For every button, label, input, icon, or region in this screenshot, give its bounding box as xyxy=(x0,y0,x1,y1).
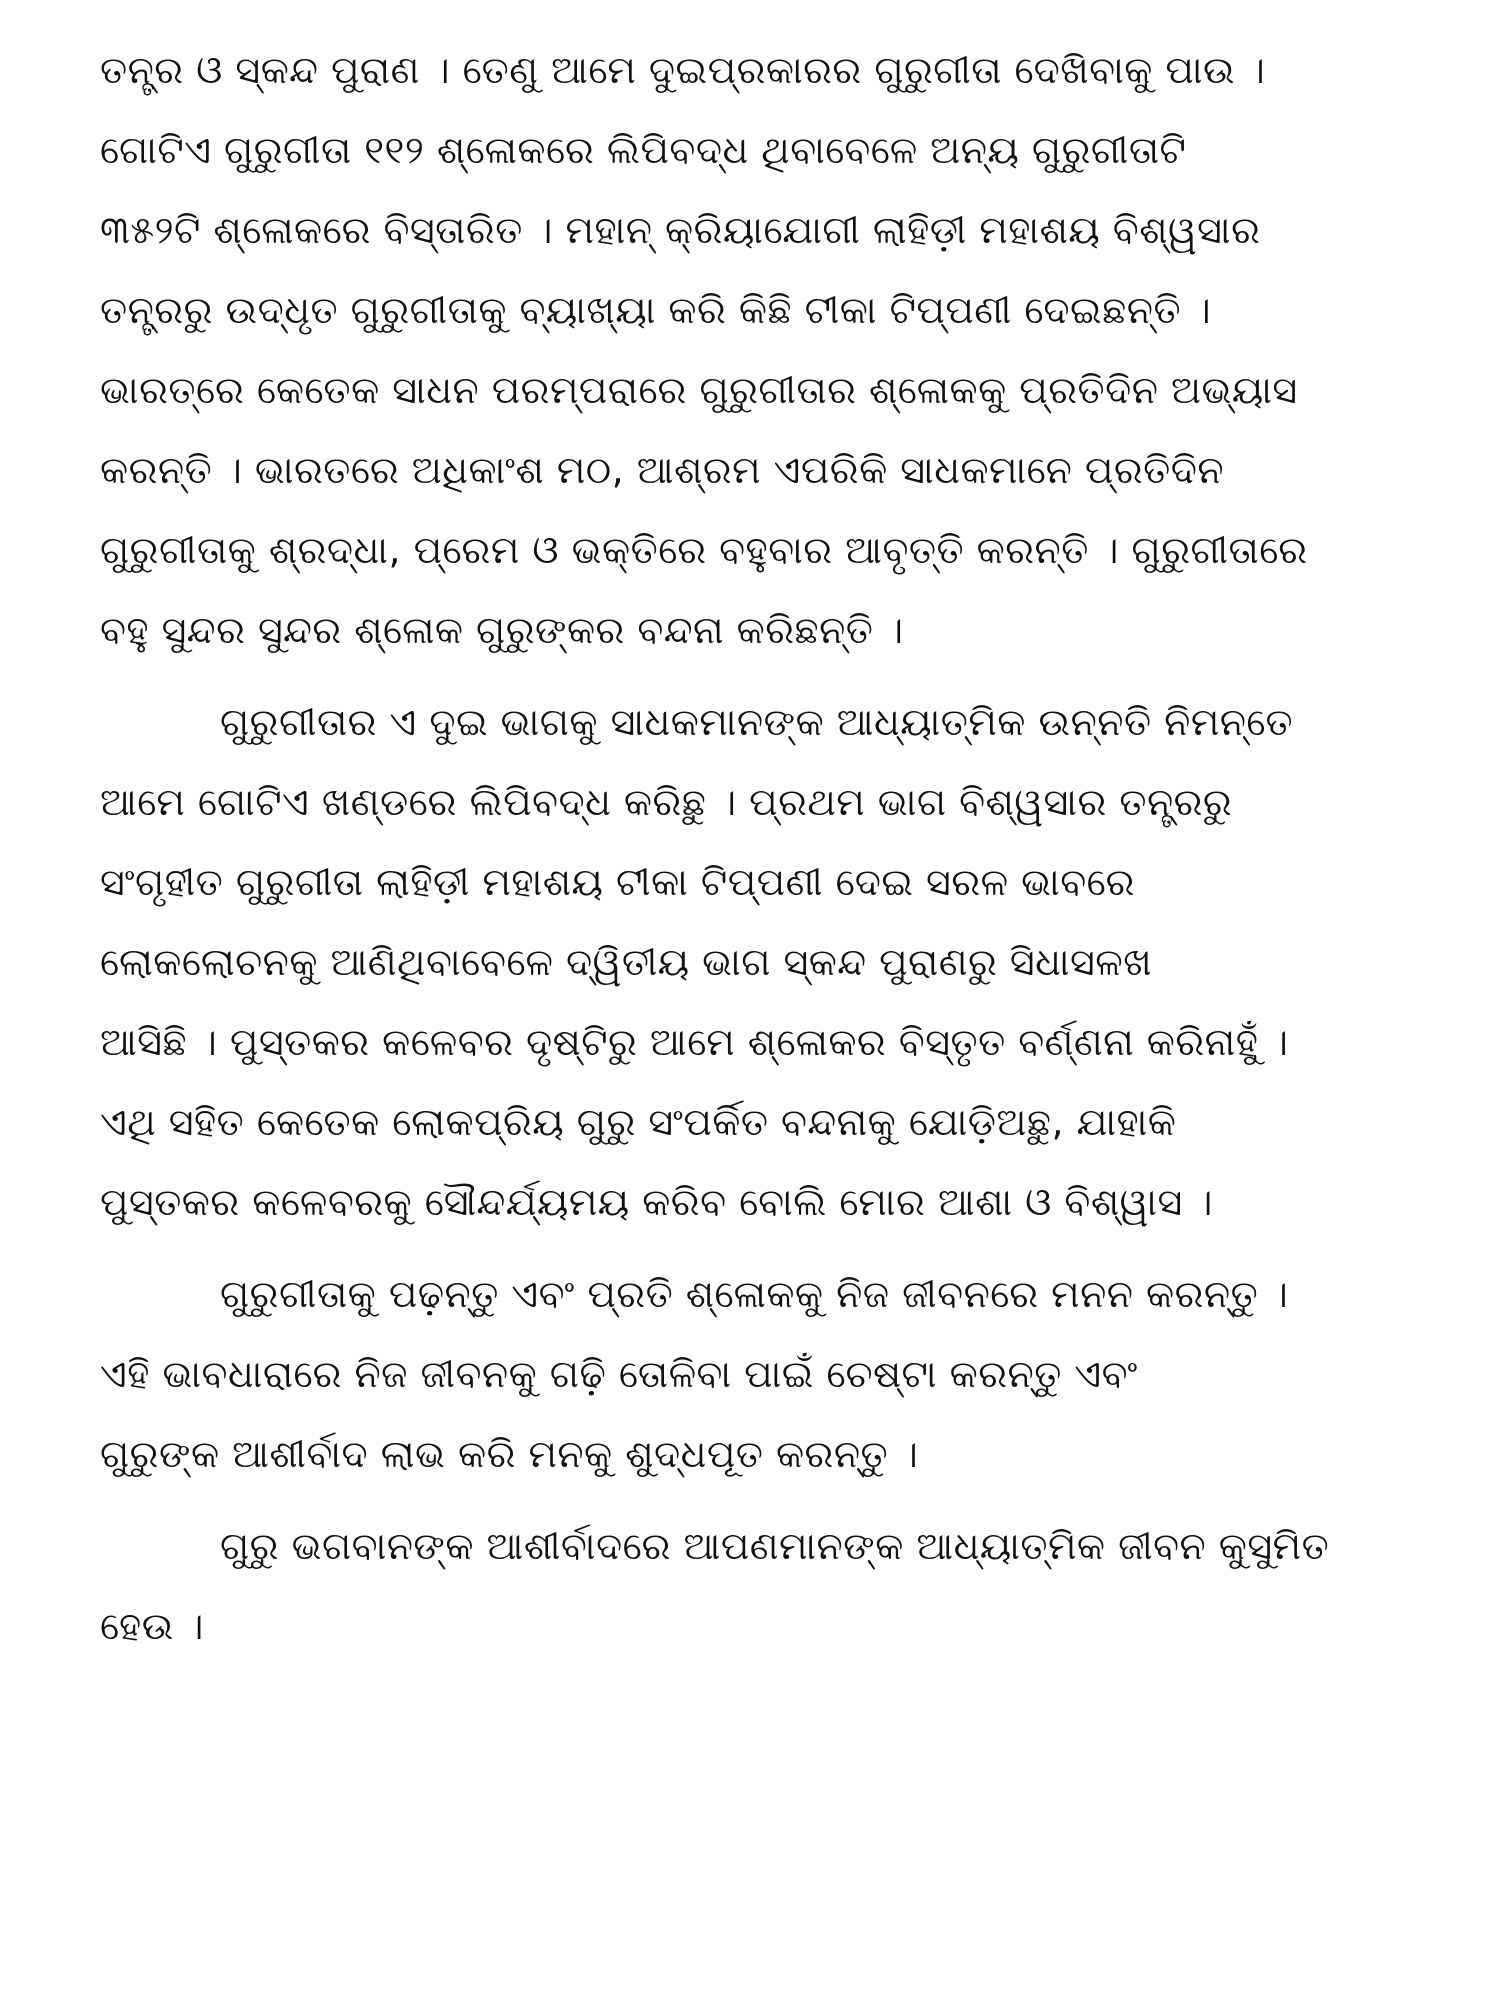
paragraph-1-line-5: ଭାରତ୍‌ରେ କେତେକ ସାଧନ ପରମ୍ପରାରେ ଗୁରୁଗୀତାର ଶ୍ଳୋକକୁ ପ୍ରତିଦିନ ଅଭ୍ୟାସ xyxy=(100,368,1298,412)
paragraph-4-line-1: ଗୁରୁ ଭଗବାନଙ୍କ ଆଶୀର୍ବାଦରେ ଆପଣମାନଙ୍କ ଆଧ୍ୟାତ୍ମିକ ଜୀବନ କୁସୁମିତ xyxy=(220,1524,1330,1568)
paragraph-1-line-3: ୩୫୨ଟି ଶ୍ଳୋକରେ ବିସ୍ତାରିତ । ମହାନ୍ କ୍ରିୟାଯୋଗୀ ଲାହିଡ଼ୀ ମହାଶୟ ବିଶ୍ୱସାର xyxy=(100,208,1261,252)
paragraph-1 xyxy=(100,30,1410,670)
paragraph-3-line-2: ଏହି ଭାବଧାରାରେ ନିଜ ଜୀବନକୁ ଗଢ଼ି ତୋଳିବା ପାଇଁ ଚେଷ୍ଟା କରନ୍ତୁ ଏବଂ xyxy=(100,1352,1138,1396)
paragraph-4 xyxy=(100,1506,1410,1666)
paragraph-1-line-6: କରନ୍ତି । ଭାରତରେ ଅଧିକାଂଶ ମଠ, ଆଶ୍ରମ ଏପରିକି ସାଧକମାନେ ପ୍ରତିଦିନ xyxy=(100,448,1225,492)
paragraph-2-line-2: ଆମେ ଗୋଟିଏ ଖଣ୍ଡରେ ଲିପିବଦ୍ଧ କରିଛୁ । ପ୍ରଥମ ଭାଗ ବିଶ୍ୱସାର ତନ୍ତ୍ରରୁ xyxy=(100,780,1233,824)
paragraph-1-line-8: ବହୁ ସୁନ୍ଦର ସୁନ୍ଦର ଶ୍ଳୋକ ଗୁରୁଙ୍କର ବନ୍ଦନା କରିଛନ୍ତି । xyxy=(100,608,904,652)
paragraph-3-line-1: ଗୁରୁଗୀତାକୁ ପଢ଼ନ୍ତୁ ଏବଂ ପ୍ରତି ଶ୍ଳୋକକୁ ନିଜ ଜୀବନରେ ମନନ କରନ୍ତୁ । xyxy=(220,1272,1289,1316)
paragraph-1-line-4: ତନ୍ତ୍ରରୁ ଉଦ୍ଧୃତ ଗୁରୁଗୀତାକୁ ବ୍ୟାଖ୍ୟା କରି କିଛି ଟୀକା ଟିପ୍‌ପଣୀ ଦେଇଛନ୍ତି । xyxy=(100,288,1212,332)
paragraph-2-line-3: ସଂଗୃହୀତ ଗୁରୁଗୀତା ଲାହିଡ଼ୀ ମହାଶୟ ଟୀକା ଟିପ୍‌ପଣୀ ଦେଇ ସରଳ ଭାବରେ xyxy=(100,860,1135,904)
paragraph-2-line-4: ଲୋକଲୋଚନକୁ ଆଣିଥିବାବେଳେ ଦ୍ୱିତୀୟ ଭାଗ ସ୍କନ୍ଦ ପୁରାଣରୁ ସିଧାସଳଖ xyxy=(100,940,1153,984)
paragraph-3-line-3: ଗୁରୁଙ୍କ ଆଶୀର୍ବାଦ ଲାଭ କରି ମନକୁ ଶୁଦ୍ଧପୂତ କରନ୍ତୁ । xyxy=(100,1432,919,1476)
body-text xyxy=(100,30,1410,1678)
paragraph-1-line-1: ତନ୍ତ୍ର ଓ ସ୍କନ୍ଦ ପୁରାଣ । ତେଣୁ ଆମେ ଦୁଇପ୍ରକାରର ଗୁରୁଗୀତା ଦେଖିବାକୁ ପାଉ । xyxy=(100,48,1266,92)
paragraph-2 xyxy=(100,682,1410,1242)
paragraph-2-line-5: ଆସିଛି । ପୁସ୍ତକର କଳେବର ଦୃଷ୍ଟିରୁ ଆମେ ଶ୍ଳୋକର ବିସ୍ତୃତ ବର୍ଣ୍ଣନା କରିନାହୁଁ । xyxy=(100,1020,1289,1064)
paragraph-1-line-2: ଗୋଟିଏ ଗୁରୁଗୀତା ୧୧୨ ଶ୍ଳୋକରେ ଲିପିବଦ୍ଧ ଥିବାବେଳେ ଅନ୍ୟ ଗୁରୁଗୀତାଟି xyxy=(100,128,1187,172)
paragraph-2-line-7: ପୁସ୍ତକର କଳେବରକୁ ସୌନ୍ଦର୍ଯ୍ୟମୟ କରିବ ବୋଲି ମୋର ଆଶା ଓ ବିଶ୍ୱାସ । xyxy=(100,1180,1213,1224)
paragraph-2-line-1: ଗୁରୁଗୀତାର ଏ ଦୁଇ ଭାଗକୁ ସାଧକମାନଙ୍କ ଆଧ୍ୟାତ୍ମିକ ଉନ୍ନତି ନିମନ୍ତେ xyxy=(220,700,1294,744)
paragraph-1-line-7: ଗୁରୁଗୀତାକୁ ଶ୍ରଦ୍ଧା, ପ୍ରେମ ଓ ଭକ୍ତିରେ ବହୁବାର ଆବୃତ୍ତି କରନ୍ତି । ଗୁରୁଗୀତାରେ xyxy=(100,528,1308,572)
paragraph-4-line-2: ହେଉ । xyxy=(100,1604,205,1648)
paragraph-3 xyxy=(100,1254,1410,1494)
paragraph-2-line-6: ଏଥି ସହିତ କେତେକ ଲୋକପ୍ରିୟ ଗୁରୁ ସଂପର୍କିତ ବନ୍ଦନାକୁ ଯୋଡ଼ିଅଛୁ, ଯାହାକି xyxy=(100,1100,1177,1144)
